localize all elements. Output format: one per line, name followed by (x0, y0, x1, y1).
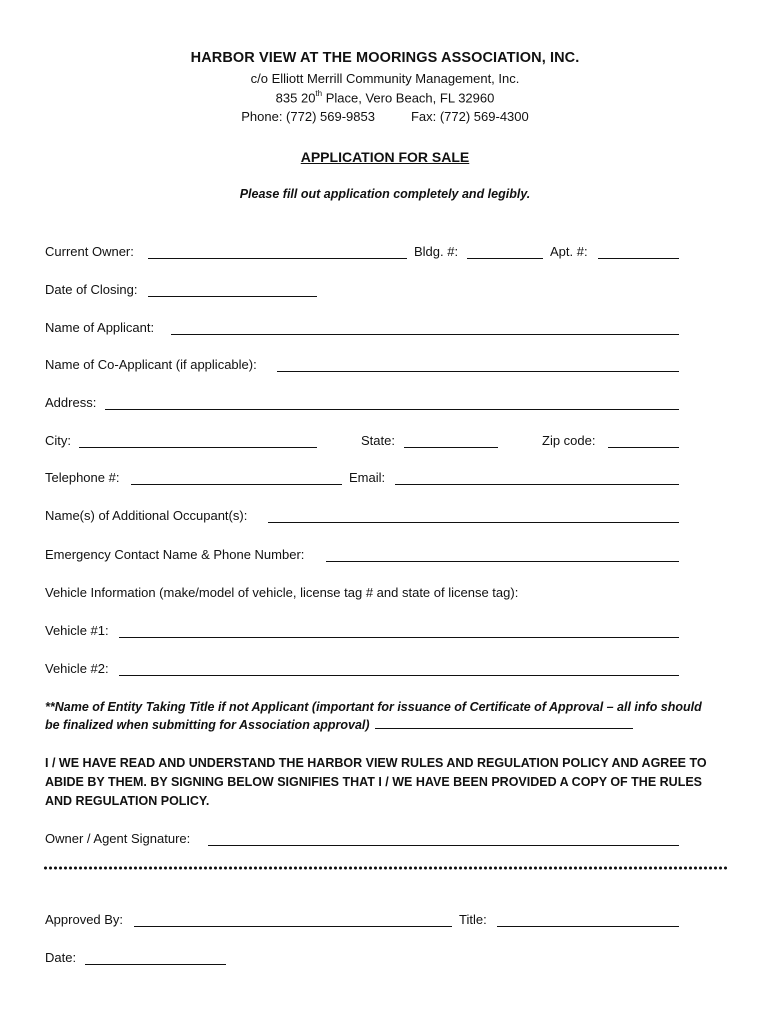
row-date (45, 950, 680, 968)
address-number: 835 20 (275, 90, 316, 106)
row-vehicle-info (45, 585, 680, 603)
row-date-of-closing (45, 282, 680, 300)
row-applicant (45, 320, 680, 338)
approved-by-field[interactable] (134, 926, 452, 927)
apt-field[interactable] (598, 258, 679, 259)
vehicle-info-label: Vehicle Information (make/model of vehicle, license tag # and state of license tag): (45, 585, 519, 600)
date-field[interactable] (85, 964, 226, 965)
row-additional-occupants (45, 508, 680, 526)
address-label: Address: (45, 395, 97, 410)
row-owner-signature (45, 831, 680, 849)
row-telephone-email (45, 470, 680, 488)
address-line (0, 90, 770, 105)
emergency-contact-label: Emergency Contact Name & Phone Number: (45, 547, 305, 562)
state-label: State: (361, 433, 395, 448)
entity-title-note (45, 698, 715, 734)
additional-occupants-label: Name(s) of Additional Occupant(s): (45, 508, 248, 523)
care-of-line: c/o Elliott Merrill Community Management, Inc. (250, 71, 520, 86)
address-rest: Place, Vero Beach, FL 32960 (322, 90, 495, 106)
email-label: Email: (349, 470, 386, 485)
row-vehicle-1 (45, 623, 680, 641)
entity-title-note-text: **Name of Entity Taking Title if not Applicant (important for issuance of Certificate of Approval – all info should be finalized when submitting for Association approval) (45, 700, 702, 732)
zip-label: Zip code: (542, 433, 596, 448)
current-owner-field[interactable] (148, 258, 407, 259)
telephone-label: Telephone #: (45, 470, 120, 485)
form-title (0, 149, 770, 165)
telephone-field[interactable] (131, 484, 342, 485)
row-address (45, 395, 680, 413)
row-emergency-contact (45, 547, 680, 565)
email-field[interactable] (395, 484, 679, 485)
owner-signature-field[interactable] (208, 845, 679, 846)
row-co-applicant (45, 357, 680, 375)
row-current-owner (45, 244, 680, 262)
vehicle-2-field[interactable] (119, 675, 679, 676)
vehicle-1-label: Vehicle #1: (45, 623, 109, 638)
title-field[interactable] (497, 926, 679, 927)
row-city-state-zip (45, 433, 680, 451)
address-field[interactable] (105, 409, 679, 410)
current-owner-label: Current Owner: (45, 244, 134, 259)
vehicle-2-label: Vehicle #2: (45, 661, 109, 676)
city-field[interactable] (79, 447, 317, 448)
bldg-label: Bldg. #: (414, 244, 459, 259)
form-instructions: Please fill out application completely and legibly. (239, 187, 531, 201)
approved-by-label: Approved By: (45, 912, 124, 927)
address-superscript: th (315, 89, 323, 98)
title-label: Title: (459, 912, 487, 927)
row-vehicle-2 (45, 661, 680, 679)
date-of-closing-field[interactable] (148, 296, 317, 297)
state-field[interactable] (404, 447, 498, 448)
bldg-field[interactable] (467, 258, 543, 259)
emergency-contact-field[interactable] (326, 561, 679, 562)
organization-name: HARBOR VIEW AT THE MOORINGS ASSOCIATION, INC. (190, 50, 580, 66)
entity-title-field[interactable] (375, 716, 633, 729)
row-approved-by (45, 912, 680, 930)
applicant-label: Name of Applicant: (45, 320, 155, 335)
contact-line (0, 109, 770, 124)
vehicle-1-field[interactable] (119, 637, 679, 638)
dotted-separator (43, 866, 727, 870)
date-of-closing-label: Date of Closing: (45, 282, 138, 297)
co-applicant-label: Name of Co-Applicant (if applicable): (45, 357, 257, 372)
owner-signature-label: Owner / Agent Signature: (45, 831, 191, 846)
fax-number: Fax: (772) 569-4300 (410, 109, 529, 124)
city-label: City: (45, 433, 71, 448)
applicant-field[interactable] (171, 334, 679, 335)
co-applicant-field[interactable] (277, 371, 679, 372)
form-title-text: APPLICATION FOR SALE (300, 149, 470, 165)
agreement-statement: I / WE HAVE READ AND UNDERSTAND THE HARBOR VIEW RULES AND REGULATION POLICY AND AGREE TO ABIDE BY THEM. BY SIGNING BELOW SIGNIFIES THAT I / WE HAVE BEEN PROVIDED A COPY OF THE RULES AND REGULATION POLICY. (45, 756, 707, 808)
additional-occupants-field[interactable] (268, 522, 679, 523)
phone-number: Phone: (772) 569-9853 (241, 109, 375, 124)
zip-field[interactable] (608, 447, 679, 448)
date-label: Date: (45, 950, 77, 965)
apt-label: Apt. #: (550, 244, 588, 259)
